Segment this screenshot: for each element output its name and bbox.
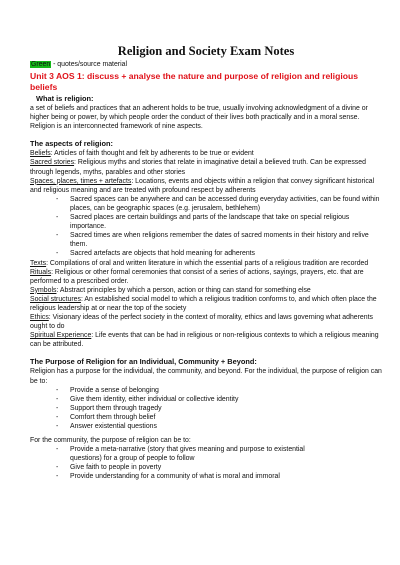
list-item: - Sacred places are certain buildings and parts of the landscape that take on special religious importance.	[56, 213, 382, 231]
aspect-term: Spaces, places, times + artefacts	[30, 177, 132, 185]
aspect-texts	[30, 259, 382, 268]
list-item: - Sacred times are when religions remember the dates of sacred moments in their history and relive them.	[56, 231, 382, 249]
list-item: - Sacred spaces can be anywhere and can be accessed during everyday activities, can be found within places, can be geographic spaces (e.g. jerusalem, bethlehem)	[56, 195, 382, 213]
aspect-sacred-stories	[30, 158, 382, 176]
legend-description: - quotes/source material	[51, 61, 127, 68]
aspect-text: : An established social model to which a religious tradition conforms to, and which often place the religious leadership at or near the top of the society	[30, 295, 377, 312]
aspect-text: : Abstract principles by which a person, action or thing can stand for something else	[56, 286, 311, 294]
aspects-heading: The aspects of religion:	[30, 139, 113, 149]
aspect-text: : Locations, events and objects within a religion that convey significant historical and religious meaning and are treated with profound respect by adherents	[30, 177, 375, 194]
aspect-term: Sacred stories	[30, 159, 75, 167]
purpose-intro: Religion has a purpose for the individual, the community, and beyond. For the individual, the purpose of religion can be to:	[30, 368, 382, 385]
spaces-bullet-list	[30, 195, 382, 259]
list-item: - Sacred artefacts are objects that hold meaning for adherents	[56, 249, 382, 258]
individual-purpose-list	[30, 386, 382, 431]
unit-heading: Unit 3 AOS 1: discuss + analyse the nature and purpose of religion and religious beliefs	[30, 71, 358, 93]
purpose-heading: The Purpose of Religion for an Individual, Community + Beyond:	[30, 357, 257, 367]
aspect-term: Texts	[30, 259, 47, 267]
document-title: Religion and Society Exam Notes	[117, 44, 295, 58]
aspect-text: : Life events that can be had in religious or non-religious contexts to which a religious meaning can be attributed.	[30, 332, 379, 349]
aspect-spaces	[30, 177, 382, 195]
list-item: - Provide a meta-narrative (story that gives meaning and purpose to existential questions) for a group of people to follow	[56, 445, 382, 463]
list-item: - Comfort them through belief	[56, 413, 382, 422]
aspect-symbols	[30, 286, 382, 295]
list-item: - Provide a sense of belonging	[56, 386, 382, 395]
aspect-term: Beliefs	[30, 150, 51, 158]
aspect-text: : Visionary ideas of the perfect society in the context of morality, ethics and laws governing what adherents ought to do	[30, 314, 373, 331]
list-item: - Support them through tragedy	[56, 404, 382, 413]
list-item: - Give them identity, either individual or collective identity	[56, 395, 382, 404]
community-intro: For the community, the purpose of religion can be to:	[30, 437, 191, 445]
aspect-term: Symbols	[30, 286, 57, 294]
aspect-social-structures	[30, 295, 382, 313]
religion-definition: a set of beliefs and practices that an adherent holds to be true, usually involving acknowledgment of a divine or higher being or power, by which people order the conduct of their lives both practically and in a moral sense. Religion is an interconnected framework of nine aspects.	[30, 105, 368, 131]
aspect-text: : Religious or other formal ceremonies that consist of a series of actions, sayings, prayers, etc. that are performed to a prescribed order.	[30, 268, 364, 285]
aspect-text: : Religious myths and stories that relate in imaginative detail a believed truth. Can be expressed through legends, myths, parables and other stories	[30, 159, 366, 176]
aspect-rituals	[30, 268, 382, 286]
list-item: - Answer existential questions	[56, 422, 382, 431]
list-item: - Provide understanding for a community of what is moral and immoral	[56, 472, 382, 481]
aspect-term: Spiritual Experience	[30, 332, 92, 340]
aspect-ethics	[30, 313, 382, 331]
color-legend	[30, 60, 382, 69]
what-is-religion-heading: What is religion:	[36, 94, 94, 104]
list-item: - Give faith to people in poverty	[56, 463, 382, 472]
aspect-text: : Articles of faith thought and felt by adherents to be true or evident	[50, 150, 254, 158]
aspect-beliefs	[30, 149, 382, 158]
aspect-spiritual-experience	[30, 331, 382, 349]
legend-highlight: Green	[31, 61, 51, 68]
community-purpose-list	[30, 445, 382, 481]
aspect-term: Ethics	[30, 314, 49, 322]
aspect-term: Rituals	[30, 268, 52, 276]
aspect-term: Social structures	[30, 295, 81, 303]
aspect-text: : Compilations of oral and written literature in which the essential parts of a religious tradition are recorded	[46, 259, 369, 267]
